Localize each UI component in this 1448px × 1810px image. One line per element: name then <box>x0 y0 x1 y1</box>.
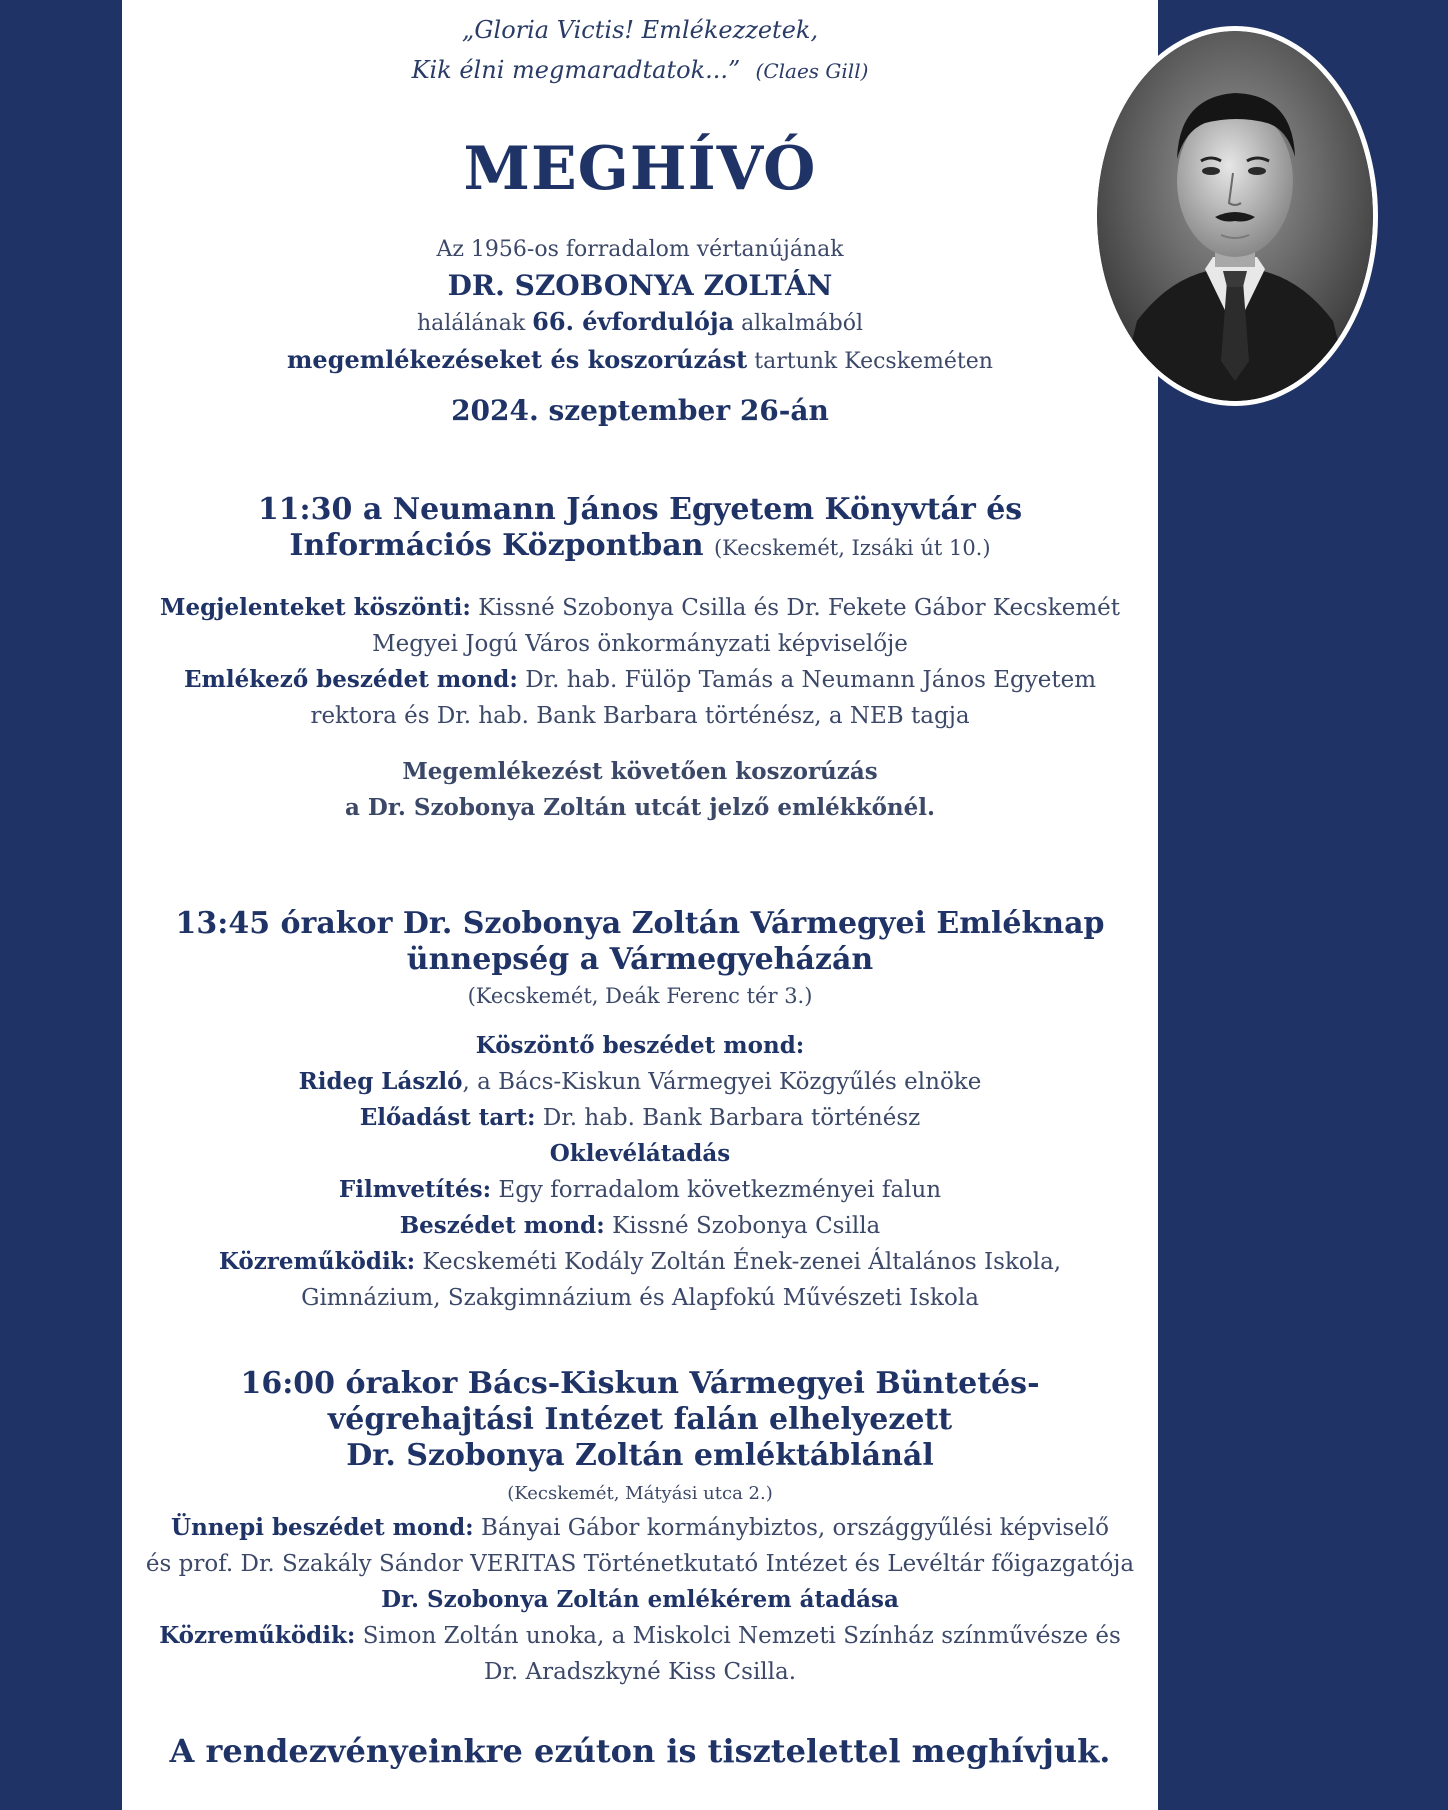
welcome-role: , a Bács-Kiskun Vármegyei Közgyűlés elnöke <box>462 1069 982 1095</box>
wreath-line-2: a Dr. Szobonya Zoltán utcát jelző emlékkőnél. <box>344 794 936 821</box>
section1-location: (Kecskemét, Izsáki út 10.) <box>713 536 991 560</box>
lecture-text: Dr. hab. Bank Barbara történész <box>542 1105 921 1131</box>
greeting-text-a: Kissné Szobonya Csilla és Dr. Fekete Gábor Kecskemét <box>478 595 1120 621</box>
contrib-text-a: Kecskeméti Kodály Zoltán Ének-zenei Általános Iskola, <box>422 1249 1062 1275</box>
honoree-name: DR. SZOBONYA ZOLTÁN <box>447 269 833 302</box>
contrib-label: Közreműködik: <box>218 1248 416 1275</box>
section1-heading-line2-text: Információs Központban <box>289 528 704 563</box>
contrib3-text-b: Dr. Aradszkyné Kiss Csilla. <box>483 1659 797 1685</box>
festive-speech-text-b: és prof. Dr. Szakály Sándor VERITAS Történetkutató Intézet és Levéltár főigazgatója <box>145 1551 1135 1577</box>
section3-heading-line3: Dr. Szobonya Zoltán emléktáblánál <box>346 1438 934 1473</box>
section3-location: (Kecskemét, Mátyási utca 2.) <box>507 1483 773 1504</box>
intro-line-1: Az 1956-os forradalom vértanújának <box>436 237 844 262</box>
festive-speech-line-1 <box>122 1510 1158 1546</box>
closing-invitation: A rendezvényeinkre ezúton is tisztelettel meghívjuk. <box>169 1732 1111 1770</box>
event-date: 2024. szeptember 26-án <box>451 394 829 427</box>
greeting-line-1 <box>122 590 1158 626</box>
film-text: Egy forradalom következményei falun <box>498 1177 942 1203</box>
speech-line-1 <box>122 662 1158 698</box>
festive-speech-text-a: Bányai Gábor kormánybiztos, országgyűlési képviselő <box>480 1515 1109 1541</box>
section1-heading <box>122 492 1158 566</box>
intro-line-4b: tartunk Kecskeméten <box>754 349 993 374</box>
welcome-line <box>122 1064 1158 1100</box>
section-1600 <box>122 1366 1158 1690</box>
section3-program <box>122 1510 1158 1690</box>
quote-author: (Claes Gill) <box>755 59 869 83</box>
section3-heading <box>122 1366 1158 1474</box>
section3-heading-line2: végrehajtási Intézet falán elhelyezett <box>327 1402 953 1437</box>
intro-line-3c: alkalmából <box>741 311 864 336</box>
intro-line-3 <box>122 304 1158 342</box>
speech-text-a: Dr. hab. Fülöp Tamás a Neumann János Egyetem <box>525 667 1097 693</box>
epigraph-quote <box>122 10 1158 91</box>
section2-heading <box>122 906 1158 978</box>
section2-location: (Kecskemét, Deák Ferenc tér 3.) <box>467 984 813 1008</box>
portrait-image <box>1097 31 1373 401</box>
section2-program <box>122 1028 1158 1316</box>
intro-line-4a: megemlékezéseket és koszorúzást <box>287 345 748 374</box>
medal-award: Dr. Szobonya Zoltán emlékérem átadása <box>381 1586 899 1613</box>
film-line <box>122 1172 1158 1208</box>
page-title: MEGHÍVÓ <box>463 134 817 204</box>
greeting-text-b: Megyei Jogú Város önkormányzati képviselője <box>372 631 908 657</box>
section-1130 <box>122 492 1158 826</box>
contrib3-line-1 <box>122 1618 1158 1654</box>
contrib3-label: Közreműködik: <box>159 1622 356 1649</box>
speech-text-b: rektora és Dr. hab. Bank Barbara történész, a NEB tagja <box>310 703 970 729</box>
anniversary: 66. évfordulója <box>532 307 735 336</box>
section3-heading-line1: 16:00 órakor Bács-Kiskun Vármegyei Büntetés- <box>240 1366 1040 1401</box>
festive-speech-label: Ünnepi beszédet mond: <box>171 1514 474 1541</box>
section1-heading-line2 <box>122 528 1158 566</box>
speech-label: Emlékező beszédet mond: <box>183 666 518 693</box>
section2-heading-line1: 13:45 órakor Dr. Szobonya Zoltán Vármegyei Emléknap <box>175 906 1105 941</box>
lecture-line <box>122 1100 1158 1136</box>
speech2-label: Beszédet mond: <box>399 1212 605 1239</box>
speech2-line <box>122 1208 1158 1244</box>
welcome-label: Köszöntő beszédet mond: <box>475 1032 805 1059</box>
quote-line-1: „Gloria Victis! Emlékezzetek, <box>461 16 819 44</box>
diploma-ceremony: Oklevélátadás <box>549 1140 731 1167</box>
quote-line-2 <box>122 50 1158 91</box>
section-1345 <box>122 906 1158 1316</box>
wreath-line-1: Megemlékezést követően koszorúzás <box>402 758 878 785</box>
portrait-photo <box>1092 26 1378 406</box>
lecture-label: Előadást tart: <box>359 1104 536 1131</box>
section1-heading-line1: 11:30 a Neumann János Egyetem Könyvtár és <box>257 492 1023 527</box>
section2-heading-line2: ünnepség a Vármegyeházán <box>406 942 874 977</box>
quote-line-2-text: Kik élni megmaradtatok...” <box>411 56 741 84</box>
intro-line-3a: halálának <box>416 311 526 336</box>
wreath-laying <box>122 754 1158 826</box>
welcome-name: Rideg László <box>298 1068 463 1095</box>
intro-block <box>122 232 1158 380</box>
contrib3-text-a: Simon Zoltán unoka, a Miskolci Nemzeti Színház színművésze és <box>362 1623 1121 1649</box>
greeting-label: Megjelenteket köszönti: <box>159 594 471 621</box>
intro-line-4 <box>122 342 1158 380</box>
film-label: Filmvetítés: <box>338 1176 492 1203</box>
section1-greeting <box>122 590 1158 734</box>
contrib-line-1 <box>122 1244 1158 1280</box>
speech2-text: Kissné Szobonya Csilla <box>612 1213 881 1239</box>
contrib-text-b: Gimnázium, Szakgimnázium és Alapfokú Művészeti Iskola <box>301 1285 979 1311</box>
